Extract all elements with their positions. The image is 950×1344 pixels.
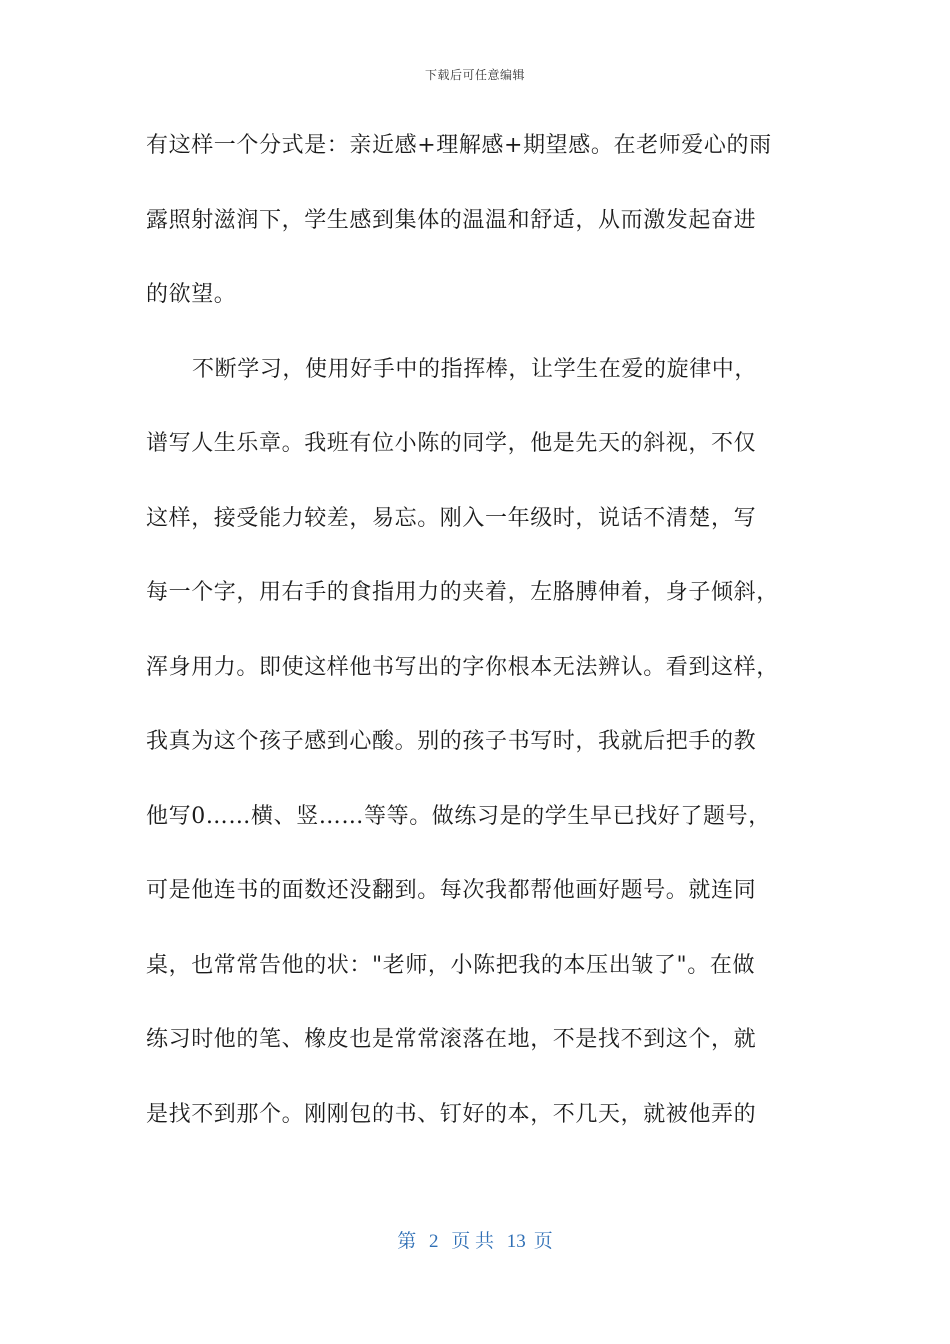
text-line: 可是他连书的面数还没翻到。每次我都帮他画好题号。就连同 — [146, 878, 757, 903]
text-line: 他写0……横、竖……等等。做练习是的学生早已找好了题号， — [146, 803, 771, 829]
total-page-count: 13 — [506, 1231, 526, 1252]
footer-prefix: 第 — [397, 1231, 417, 1252]
text-line: 这样，接受能力较差，易忘。刚入一年级时，说话不清楚，写 — [146, 505, 757, 531]
text-line: 露照射滋润下，学生感到集体的温温和舒适，从而激发起奋进 — [146, 207, 757, 233]
page-number-footer — [0, 1226, 950, 1253]
text-line: 浑身用力。即使这样他书写出的字你根本无法辨认。看到这样， — [146, 654, 779, 680]
footer-suffix: 页 — [533, 1231, 553, 1252]
page-header: 下载后可任意编辑 — [424, 68, 525, 82]
text-line: 我真为这个孩子感到心酸。别的孩子书写时，我就后把手的教 — [146, 729, 757, 754]
text-line: 是找不到那个。刚刚包的书、钉好的本，不几天，就被他弄的 — [146, 1101, 757, 1127]
text-line: 练习时他的笔、橡皮也是常常滚落在地，不是找不到这个，就 — [146, 1027, 757, 1052]
footer-middle: 页 共 — [451, 1231, 494, 1252]
current-page-number: 2 — [428, 1231, 439, 1252]
text-line: 有这样一个分式是：亲近感+理解感+期望感。在老师爱心的雨 — [146, 133, 772, 158]
text-line-paragraph-start: 不断学习，使用好手中的指挥棒，让学生在爱的旋律中， — [192, 356, 758, 382]
text-line: 桌，也常常告他的状："老师，小陈把我的本压出皱了"。在做 — [146, 952, 756, 978]
document-body — [146, 124, 806, 1167]
text-line: 每一个字，用右手的食指用力的夹着，左胳膊伸着，身子倾斜， — [146, 580, 779, 605]
text-line: 谱写人生乐章。我班有位小陈的同学，他是先天的斜视，不仅 — [146, 431, 757, 456]
text-line: 的欲望。 — [146, 282, 237, 307]
